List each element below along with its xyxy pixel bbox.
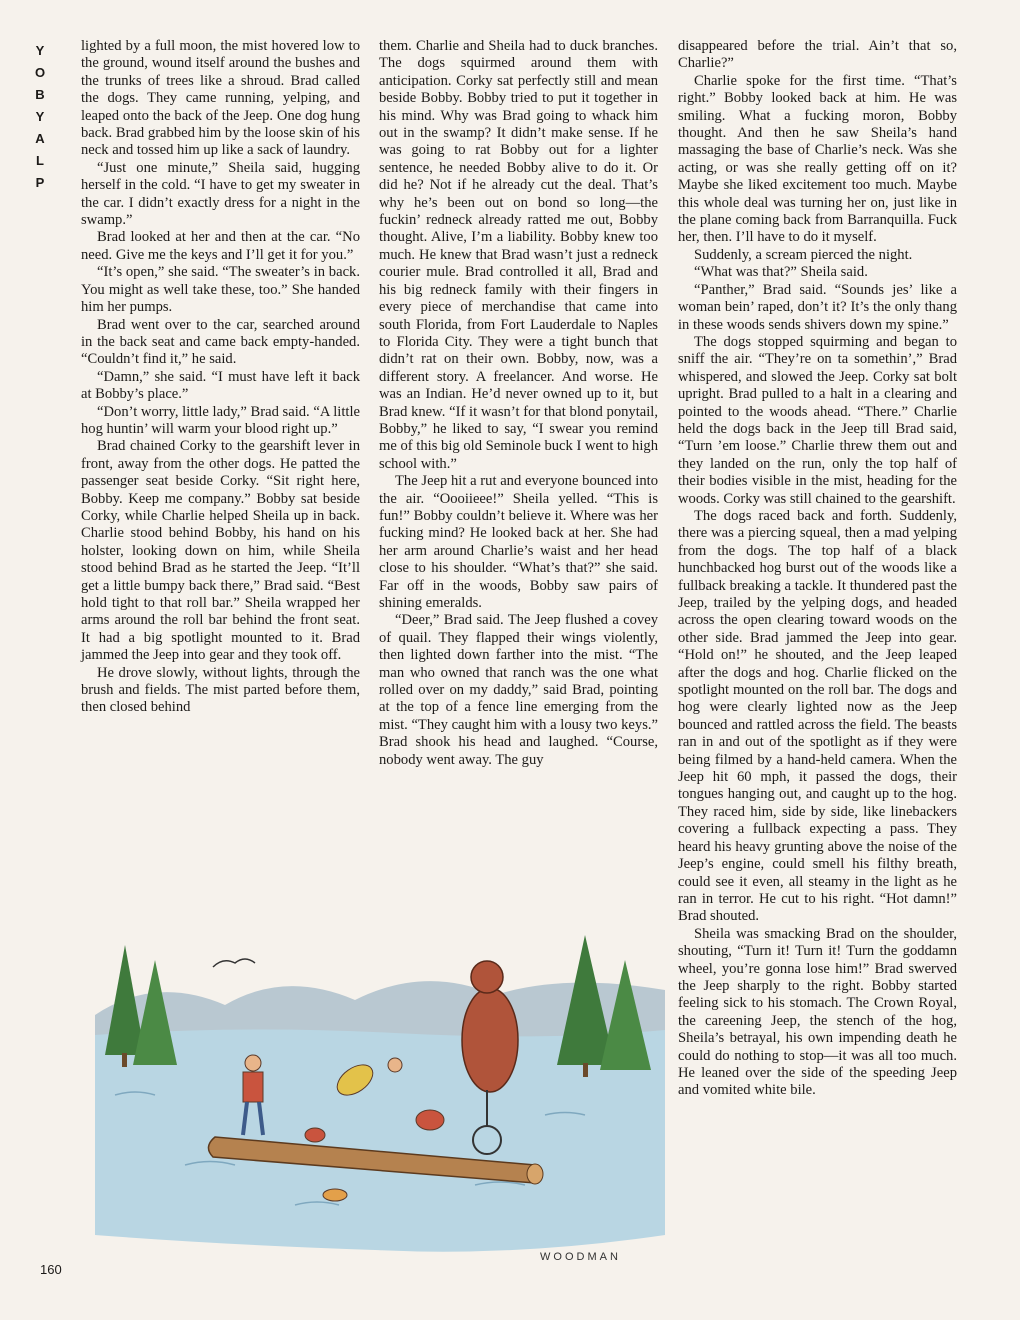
paragraph: “Deer,” Brad said. The Jeep flushed a covey of quail. They flapped their wings violently, then lighted down farther into the mist. “The man who owned that ranch was the one what rolled over on my daddy,” said Brad, pointing at the top of a fence line emerging from the mist. “They caught him with a lousy two keys.” Brad shook his head and laughed. “Course, nobody went away. The guy: [379, 612, 658, 768]
paragraph: “Panther,” Brad said. “Sounds jes’ like a woman bein’ raped, don’t it? It’s the only thang in these woods sends shivers down my spine.”: [678, 281, 957, 333]
article-column-2: [379, 38, 658, 769]
paragraph: “Damn,” she said. “I must have left it back at Bobby’s place.”: [81, 368, 360, 403]
paragraph: The dogs stopped squirming and began to sniff the air. “They’re on ta somethin’,” Brad whispered, and slowed the Jeep. Corky sat bolt upright. Brad pulled to a halt in a clearing and pointed to the woods ahead. “There.” Charlie held the dogs back in the Jeep till Brad said, “Turn ’em loose.” Charlie threw them out and they landed on the run, only the top half of their bodies visible in the mist, heading for the woods. Corky was still chained to the gearshift.: [678, 333, 957, 507]
paragraph: Suddenly, a scream pierced the night.: [694, 246, 913, 263]
paragraph: “It’s open,” she said. “The sweater’s in back. You might as well take these, too.” She handed him her pumps.: [81, 264, 360, 316]
paragraph: Sheila was smacking Brad on the shoulder, shouting, “Turn it! Turn it! Turn the goddamn wheel, you’re gonna lose him!” Brad swerved the Jeep sharply to the right. Bobby started feeling sick to his stomach. The Crown Royal, the careening Jeep, the stench of the hog, Sheila’s betrayal, his own impending death he could do nothing to stop—it was all too much. He leaned over the side of the speeding Jeep and vomited white bile.: [678, 925, 957, 1099]
article-column-3: [678, 38, 957, 1100]
magazine-letter: L: [36, 153, 44, 168]
paragraph: them. Charlie and Sheila had to duck branches. The dogs squirmed around them with anticipation. Corky sat perfectly still and mean beside Bobby. Bobby tried to put it together in his mind. Why was Brad going to whack him out in the swamp? It didn’t make sense. If he was going to rat Bobby out for a lighter sentence, he needed Bobby alive to do it. Or did he? Not if he already cut the deal. That’s why he’s been out on bond so long—the fuckin’ redneck already ratted me out, Bobby thought. Alive, I’m a liability. Bobby knew too much. He knew that Brad wasn’t just a redneck courier mule. Brad controlled it all, Brad and his big redneck family with their fingers in every piece of merchandise that came into south Florida, from Fort Lauderdale to Naples to Florida City. They were a tight bunch that didn’t rat on their own. Bobby, now, was a different story. A freelancer. And worse. He was an Indian. He’d never owned up to it, but Brad knew. “If it wasn’t for that blond ponytail, Bobby,” he liked to say, “I swear you remind me of this big old Seminole buck I went to high school with.”: [379, 38, 658, 472]
cartoonist-signature: WOODMAN: [540, 1251, 621, 1263]
paragraph: Charlie spoke for the first time. “That’s right.” Bobby looked back at him. He was smiling. What a fucking moron, Bobby thought. And then he saw Sheila’s hand massaging the base of Charlie’s neck. Was she acting, or was she really getting off on it? Maybe she liked excitement too much. Maybe this whole deal was turning her on, just like in the plane coming back from Barranquilla. Fuck her, then. I’ll have to do it myself.: [678, 72, 957, 246]
paragraph: The Jeep hit a rut and everyone bounced into the air. “Oooiieee!” Sheila yelled. “This is fun!” Bobby couldn’t believe it. Where was her fucking mind? He looked back at her. She had her arm around Charlie’s waist and her head close to his shoulder. “What’s that?” she said. Far off in the woods, Bobby saw pairs of shining emeralds.: [379, 473, 658, 611]
magazine-name-vertical: [28, 40, 52, 194]
magazine-letter: A: [35, 131, 45, 146]
paragraph: “Just one minute,” Sheila said, hugging herself in the cold. “I have to get my sweater in the car. I didn’t exactly dress for a night in the swamp.”: [81, 159, 360, 229]
paragraph: The dogs raced back and forth. Suddenly, there was a piercing squeal, then a mad yelping from the dogs. The top half of a black hunchbacked hog burst out of the woods like a fullback breaking a tackle. It thundered past the Jeep, trailed by the yelping dogs, and headed across the open clearing toward woods on the other side. Brad jammed the Jeep into gear. “Hold on!” he shouted, and the Jeep leaped after the dogs and hog. Charlie flicked on the spotlight mounted on the roll bar. The dogs and hog were clearly lighted now as the Jeep bounced and rattled across the field. The beasts ran in and out of the spotlight as if they were being filmed by a hand-held camera. When the Jeep hit 60 mph, it passed the dogs, their tongues hanging out, and caught up to the hog. They raced him, side by side, like linebackers covering a fullback expecting a pass. They heard his heavy grunting above the noise of the Jeep’s engine, could smell his filthy breath, could see it even, all steamy in the light as he ran in terror. He cut to his right. “Hot damn!” Brad shouted.: [678, 507, 957, 925]
paragraph: lighted by a full moon, the mist hovered low to the ground, wound itself around the bushes and the trunks of trees like a shroud. Brad called the dogs. They came running, yelping, and leaped onto the back of the Jeep. One dog hung back. Brad grabbed him by the loose skin of his neck and tossed him up like a sack of laundry.: [81, 38, 360, 159]
log-end: [527, 1164, 543, 1184]
magazine-letter: B: [35, 87, 45, 102]
magazine-letter: P: [35, 175, 45, 190]
paragraph: “Don’t worry, little lady,” Brad said. “A little hog huntin’ will warm your blood right up.”: [81, 403, 360, 437]
magazine-letter: Y: [35, 109, 45, 124]
bird-sketch: [213, 959, 255, 967]
paragraph: disappeared before the trial. Ain’t that so, Charlie?”: [678, 38, 957, 72]
article-column-1: [81, 38, 360, 717]
paragraph: Brad went over to the car, searched around in the back seat and came back empty-handed. “Couldn’t find it,” he said.: [81, 316, 360, 368]
cartoon-illustration: [95, 865, 665, 1275]
paragraph: He drove slowly, without lights, through the brush and fields. The mist parted before them, then closed behind: [81, 664, 360, 716]
magazine-letter: Y: [35, 43, 45, 58]
page-number: 160: [40, 1262, 62, 1277]
paragraph: Brad looked at her and then at the car. “No need. Give me the keys and I’ll get it for you.”: [81, 229, 360, 263]
paragraph: “What was that?” Sheila said.: [694, 264, 868, 281]
magazine-letter: O: [34, 65, 46, 80]
paragraph: Brad chained Corky to the gearshift lever in front, away from the other dogs. He patted the passenger seat beside Corky. “Sit right here, Bobby. Keep me company.” Bobby sat beside Corky, while Charlie helped Sheila up in back. Charlie stood behind Bobby, his hand on his holster, looking down on him, while Sheila stood behind Brad as he started the Jeep. “It’ll get a little bumpy back there,” Brad said. “Best hold tight to that roll bar.” Sheila wrapped her arms around the roll bar behind the front seat. It had a big spotlight mounted to it. Brad jammed the Jeep into gear and they took off.: [81, 438, 360, 664]
